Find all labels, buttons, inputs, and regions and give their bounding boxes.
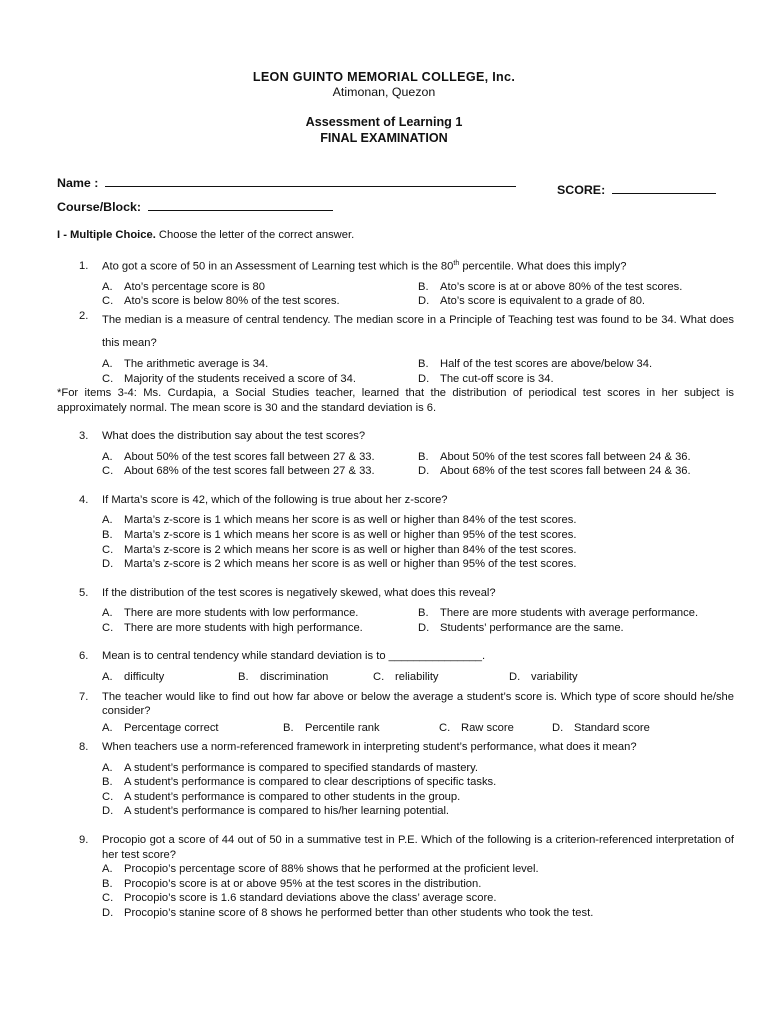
options [102, 450, 734, 479]
options [102, 357, 734, 386]
option-b[interactable]: B. There are more students with average performance. [418, 607, 699, 620]
question-stem: Procopio got a score of 44 out of 50 in a summative test in P.E. Which of the following is a criterion-referenced interpretation of her test score? [102, 834, 734, 861]
question-number: 1. [79, 259, 89, 272]
option-d[interactable]: D. Students’ performance are the same. [418, 621, 624, 634]
option-c[interactable]: C. There are more students with high performance. [102, 621, 363, 634]
score-blank[interactable] [612, 182, 716, 194]
question-stem: Ato got a score of 50 in an Assessment of Learning test which is the 80th percentile. What does this imply? [102, 259, 627, 273]
option-d[interactable]: D. The cut-off score is 34. [418, 372, 554, 385]
question-number: 7. [79, 690, 89, 703]
option-c[interactable]: C. Ato’s score is below 80% of the test scores. [102, 295, 340, 308]
question-stem: If Marta’s score is 42, which of the following is true about her z-score? [102, 493, 448, 506]
option-d[interactable]: D. Marta’s z-score is 2 which means her score is as well or higher than 95% of the test scores. [102, 558, 577, 571]
option-b[interactable]: B. Ato’s score is at or above 80% of the test scores. [418, 280, 683, 293]
section-title [57, 228, 734, 243]
question-4 [57, 493, 734, 572]
option-d[interactable]: D. Ato’s score is equivalent to a grade of 80. [418, 295, 646, 308]
options [102, 761, 734, 819]
college-location: Atimonan, Quezon [332, 85, 436, 99]
option-c[interactable]: C. Procopio’s score is 1.6 standard deviations above the class’ average score. [102, 892, 497, 905]
exam-title: FINAL EXAMINATION [320, 131, 448, 145]
course-title: Assessment of Learning 1 [305, 115, 463, 129]
course-blank[interactable] [148, 199, 333, 211]
question-5 [57, 586, 734, 636]
score-label: SCORE: [557, 183, 606, 197]
options [102, 862, 734, 920]
option-c[interactable]: C. Majority of the students received a score of 34. [102, 372, 356, 385]
name-blank[interactable] [105, 175, 516, 187]
option-b[interactable]: B. Percentile rank [283, 721, 380, 734]
option-b[interactable]: B. About 50% of the test scores fall between 24 & 36. [418, 450, 691, 463]
question-number: 5. [79, 586, 89, 599]
question-stem: Mean is to central tendency while standard deviation is to _______________. [102, 650, 486, 663]
ordinal-suffix: th [453, 259, 460, 267]
course-field [57, 199, 333, 216]
option-a[interactable]: A. A student’s performance is compared to specified standards of mastery. [102, 761, 479, 774]
question-stem: The median is a measure of central tendency. The median score in a Principle of Teaching test was found to be 34. What does this mean? [102, 313, 734, 349]
college-name: LEON GUINTO MEMORIAL COLLEGE, Inc. [252, 70, 516, 84]
option-a[interactable]: A. Ato’s percentage score is 80 [102, 280, 265, 293]
question-stem: When teachers use a norm-referenced framework in interpreting student’s performance, what does it mean? [102, 741, 637, 754]
option-d[interactable]: D. A student’s performance is compared to his/her learning potential. [102, 805, 450, 818]
option-c[interactable]: C. A student’s performance is compared to other students in the group. [102, 790, 461, 803]
options [102, 513, 734, 571]
option-d[interactable]: D. variability [509, 670, 578, 683]
question-7 [57, 690, 734, 736]
option-b[interactable]: B. A student’s performance is compared to clear descriptions of specific tasks. [102, 776, 497, 789]
options [102, 670, 734, 685]
exam-content [57, 228, 734, 920]
option-b[interactable]: B. Half of the test scores are above/below 34. [418, 357, 653, 370]
score-field [557, 182, 716, 199]
question-number: 9. [79, 834, 89, 847]
section-title-bold: I - Multiple Choice. [57, 229, 156, 241]
items-3-4-note: *For items 3-4: Ms. Curdapia, a Social Studies teacher, learned that the distribution of periodical test scores in her subject is approximately normal. The mean score is 30 and the standard deviation is 6. [57, 387, 734, 414]
option-d[interactable]: D. Standard score [552, 721, 650, 734]
question-6 [57, 649, 734, 684]
option-a[interactable]: A. The arithmetic average is 34. [102, 357, 269, 370]
option-a[interactable]: A. Percentage correct [102, 721, 219, 734]
option-b[interactable]: B. Procopio’s score is at or above 95% at the test scores in the distribution. [102, 877, 482, 890]
question-number: 3. [79, 430, 89, 443]
option-a[interactable]: A. Procopio’s percentage score of 88% shows that he performed at the proficient level. [102, 863, 539, 876]
option-c[interactable]: C. reliability [373, 670, 439, 683]
question-stem: The teacher would like to find out how far above or below the average a student’s score is. Which type of score should he/she consider? [102, 690, 734, 718]
question-1 [57, 259, 734, 309]
option-d[interactable]: D. About 68% of the test scores fall between 24 & 36. [418, 465, 691, 478]
option-d[interactable]: D. Procopio’s stanine score of 8 shows he performed better than other students who took the test. [102, 906, 594, 919]
options [102, 280, 734, 309]
question-9 [57, 833, 734, 920]
option-c[interactable]: C. Raw score [439, 721, 514, 734]
question-stem: What does the distribution say about the test scores? [102, 430, 366, 443]
option-a[interactable]: A. About 50% of the test scores fall between 27 & 33. [102, 450, 375, 463]
question-number: 6. [79, 650, 89, 663]
option-c[interactable]: C. About 68% of the test scores fall between 27 & 33. [102, 465, 375, 478]
section-instructions: Choose the letter of the correct answer. [155, 229, 355, 241]
options [102, 721, 734, 736]
option-b[interactable]: B. Marta’s z-score is 1 which means her score is as well or higher than 95% of the test scores. [102, 529, 577, 542]
name-field [57, 175, 516, 192]
option-a[interactable]: A. Marta’s z-score is 1 which means her score is as well or higher than 84% of the test scores. [102, 514, 577, 527]
question-number: 4. [79, 493, 89, 506]
option-b[interactable]: B. discrimination [238, 670, 329, 683]
question-stem: If the distribution of the test scores is negatively skewed, what does this reveal? [102, 586, 496, 599]
name-label: Name : [57, 176, 99, 190]
option-a[interactable]: A. difficulty [102, 670, 165, 683]
question-8 [57, 740, 734, 819]
option-c[interactable]: C. Marta’s z-score is 2 which means her score is as well or higher than 84% of the test scores. [102, 543, 577, 556]
options [102, 606, 734, 635]
course-label: Course/Block: [57, 200, 141, 214]
question-number: 2. [79, 309, 89, 322]
question-number: 8. [79, 741, 89, 754]
option-a[interactable]: A. There are more students with low performance. [102, 607, 359, 620]
question-2 [57, 309, 734, 386]
question-3 [57, 429, 734, 479]
